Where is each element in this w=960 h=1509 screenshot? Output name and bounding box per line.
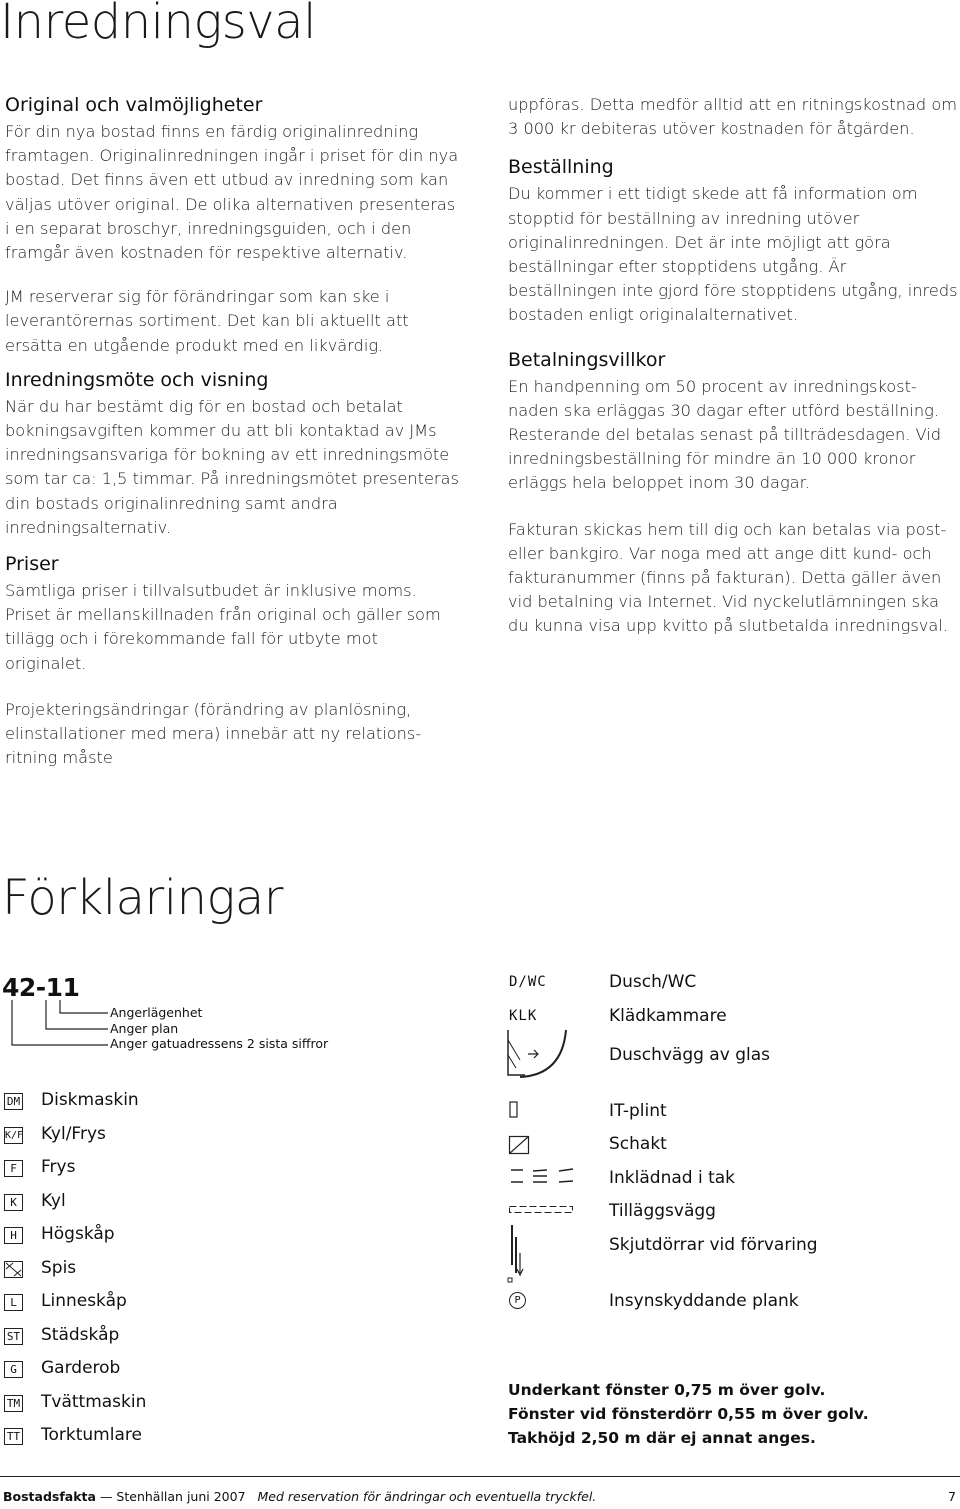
apartment-code-leader-lines bbox=[0, 998, 110, 1048]
footer-dash: — bbox=[99, 1489, 113, 1504]
note-floor: Anger plan bbox=[110, 1020, 179, 1036]
legend-label: Tilläggsvägg bbox=[609, 1201, 716, 1221]
legend-label: Schakt bbox=[609, 1134, 667, 1154]
paragraph: JM reserverar sig för förändringar som kan ske i leverantörernas sortiment. Det kan bli aktuellt att ersätta en utgående produkt med en likvärdig. bbox=[5, 287, 409, 355]
section-heading: Betalningsvillkor bbox=[508, 348, 666, 371]
paragraph: Projekteringsändringar (förändring av planlösning, elinstallationer med mera) innebär att ny relations-ritning måste bbox=[5, 699, 422, 768]
legend-label: Dusch/WC bbox=[609, 972, 697, 992]
legend-title: Förklaringar bbox=[2, 870, 283, 926]
dishwasher-symbol: DM bbox=[4, 1093, 23, 1110]
washing-machine-symbol: TM bbox=[4, 1395, 23, 1412]
cleaning-cabinet-symbol: ST bbox=[4, 1328, 23, 1345]
left-column bbox=[5, 93, 460, 770]
legend-label: Garderob bbox=[41, 1358, 121, 1378]
right-column bbox=[508, 93, 958, 639]
paragraph: Fakturan skickas hem till dig och kan betalas via post- eller bankgiro. Var noga med att ange ditt kund- och fakturanummer (finns på fakturan). Detta gäller även vid betalning via Internet. Vid nyckelutlämningen ska du kunna visa upp kvitto på slutbetalda inredningsval. bbox=[508, 519, 948, 636]
fridge-freezer-symbol: K/F bbox=[4, 1127, 23, 1144]
it-socket-icon bbox=[509, 1101, 519, 1119]
wardrobe-symbol: G bbox=[4, 1361, 23, 1378]
paragraph: När du har bestämt dig för en bostad och betalat bokningsavgiften kommer du att bli kontaktad av JMs inredningsansvariga för bokning av ett inredningsmöte som tar ca: 1,5 timmar. På inredningsmötet presenteras din bostads originalinredning samt andra inredningsalternativ. bbox=[5, 396, 459, 537]
section-heading: Beställning bbox=[508, 156, 614, 179]
shaft-icon bbox=[509, 1136, 531, 1156]
paragraph: För din nya bostad finns en färdig originalinredning framtagen. Originalinredningen ingår i priset för din nya bostad. Det finns även ett utbud av inredning som kan väljas utöver original. De olika alternativen presenteras i en separat broschyr, inredningsguiden, och i den framgår även kostnaden för respektive alternativ. bbox=[5, 122, 459, 263]
tall-cabinet-symbol: H bbox=[4, 1227, 23, 1244]
apartment-code: 42-11 bbox=[2, 973, 80, 1002]
sliding-doors-icon bbox=[504, 1225, 534, 1287]
footer-brand: Bostadsfakta bbox=[3, 1489, 96, 1504]
paragraph: Du kommer i ett tidigt skede att få information om stopptid för beställning av inredning utöver originalinredningen. Det är inte möjligt att göra beställningar efter stopptidens utgång. Är beställningen inte gjord före stopptidens utgång, inreds bostaden enligt originalalternativet. bbox=[508, 184, 958, 325]
footer-project: Stenhällan juni 2007 bbox=[116, 1489, 246, 1504]
freezer-symbol: F bbox=[4, 1160, 23, 1177]
note-line: Fönster vid fönsterdörr 0,55 m över golv. bbox=[508, 1405, 869, 1423]
legend-label: Inklädnad i tak bbox=[609, 1168, 736, 1188]
linen-cabinet-symbol: L bbox=[4, 1294, 23, 1311]
additional-wall-icon bbox=[509, 1205, 579, 1217]
note-line: Underkant fönster 0,75 m över golv. bbox=[508, 1381, 826, 1399]
legend-label: Städskåp bbox=[41, 1324, 120, 1345]
footer bbox=[3, 1489, 596, 1504]
legend-label: IT-plint bbox=[609, 1101, 667, 1121]
glass-shower-wall-icon bbox=[500, 1030, 580, 1085]
note-line: Takhöjd 2,50 m där ej annat anges. bbox=[508, 1429, 816, 1447]
legend-label: Insynskyddande plank bbox=[609, 1291, 799, 1311]
footer-rule bbox=[0, 1476, 960, 1477]
legend-label: Kyl/Frys bbox=[41, 1123, 106, 1144]
legend-label: Diskmaskin bbox=[41, 1090, 139, 1110]
walk-in-closet-symbol: KLK bbox=[509, 1008, 538, 1024]
legend-label: Kyl bbox=[41, 1190, 66, 1211]
paragraph: Samtliga priser i tillvalsutbudet är inklusive moms. Priset är mellanskillnaden från original och gäller som tillägg och i förekommande fall för utbyte mot originalet. bbox=[5, 581, 441, 673]
fridge-symbol: K bbox=[4, 1194, 23, 1211]
tumble-dryer-symbol: TT bbox=[4, 1428, 23, 1445]
section-heading: Priser bbox=[5, 553, 59, 576]
paragraph: uppföras. Detta medför alltid att en ritningskostnad om 3 000 kr debiteras utöver kostnaden för åtgärden. bbox=[508, 95, 958, 139]
legend-label: Skjutdörrar vid förvaring bbox=[609, 1235, 818, 1255]
legend-label: Frys bbox=[41, 1157, 76, 1177]
legend-label: Spis bbox=[41, 1257, 77, 1278]
page-number: 7 bbox=[948, 1489, 956, 1504]
legend-label: Duschvägg av glas bbox=[609, 1045, 770, 1065]
notes bbox=[508, 1378, 869, 1450]
apartment-notes bbox=[110, 1005, 328, 1052]
ceiling-cladding-icon bbox=[509, 1166, 579, 1188]
footer-disclaimer: Med reservation för ändringar och eventuella tryckfel. bbox=[257, 1489, 597, 1504]
page-title: Inredningsval bbox=[0, 0, 316, 50]
privacy-fence-symbol: P bbox=[509, 1292, 526, 1309]
legend-label: Tvättmaskin bbox=[41, 1391, 147, 1412]
note-address: Anger gatuadressens 2 sista siffror bbox=[110, 1036, 329, 1051]
shower-wc-symbol: D/WC bbox=[509, 974, 547, 990]
legend-label: Klädkammare bbox=[609, 1006, 727, 1026]
legend-label: Torktumlare bbox=[41, 1425, 142, 1445]
note-apartment: Angerlägenhet bbox=[110, 1005, 203, 1020]
legend-label: Linneskåp bbox=[41, 1291, 127, 1311]
section-heading: Original och valmöjligheter bbox=[5, 94, 263, 116]
legend-label: Högskåp bbox=[41, 1224, 115, 1244]
paragraph: En handpenning om 50 procent av inredningskost-naden ska erläggas 30 dagar efter utförd beställning. Resterande del betalas senast på tillträdesdagen. Vid inredningsbeställning för mindre än 10 000 kronor erläggs hela beloppet inom 30 dagar. bbox=[508, 376, 941, 493]
section-heading: Inredningsmöte och visning bbox=[5, 368, 269, 391]
stove-icon bbox=[4, 1261, 23, 1278]
